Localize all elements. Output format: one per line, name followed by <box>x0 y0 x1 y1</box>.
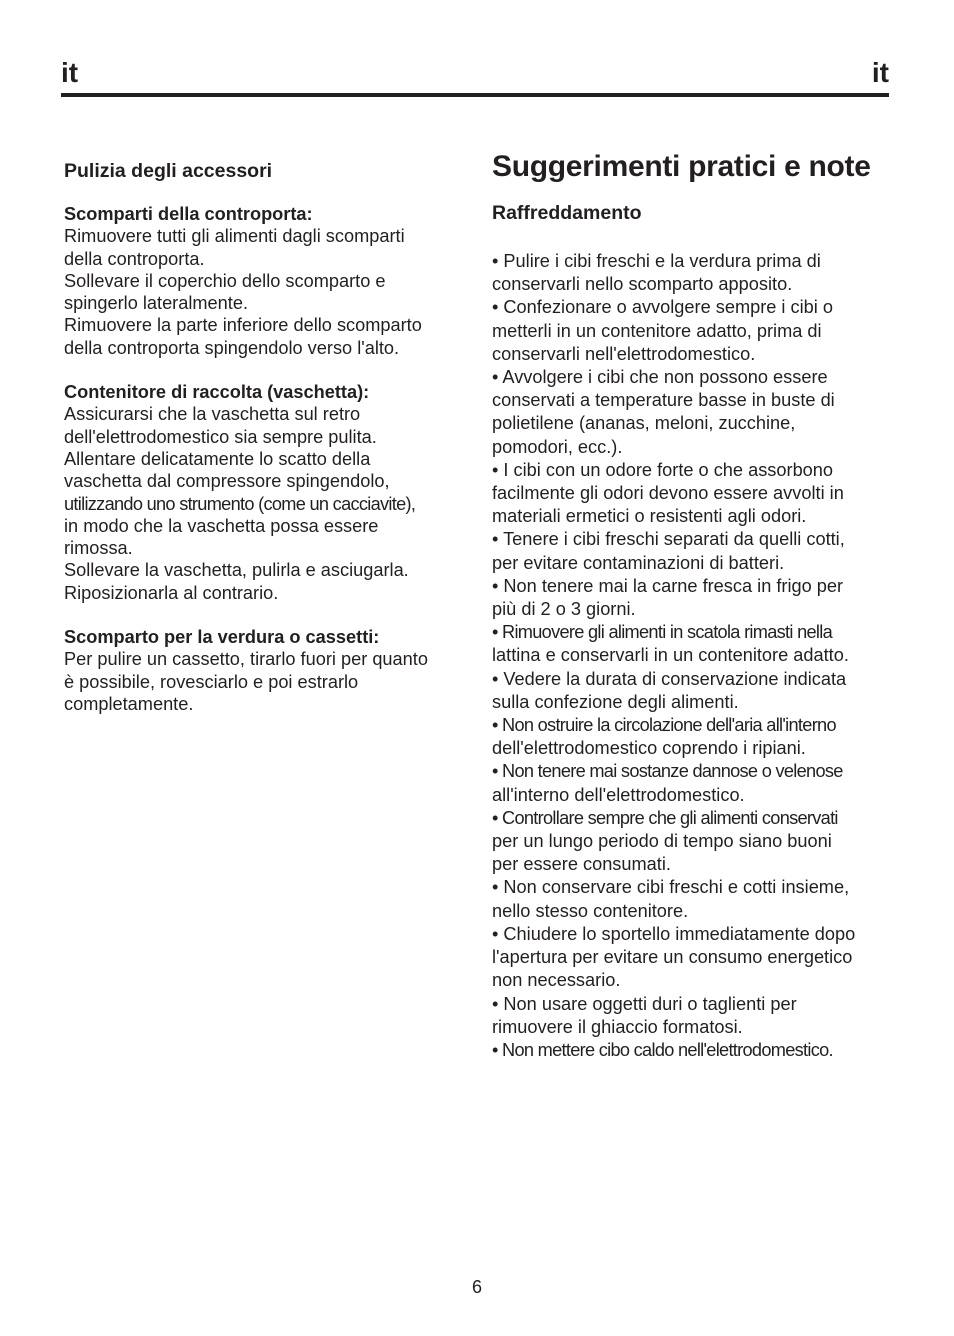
block-line: Assicurarsi che la vaschetta sul retro <box>64 404 361 425</box>
tip-line: per evitare contaminazioni di batteri. <box>492 552 785 573</box>
block-line: Allentare delicatamente lo scatto della <box>64 448 371 469</box>
tip-line: lattina e conservarli in un contenitore adatto. <box>492 645 849 666</box>
block-line: è possibile, rovesciarlo e poi estrarlo <box>64 671 359 692</box>
header-rule <box>61 93 889 97</box>
tip-line: • Non ostruire la circolazione dell'aria all'interno <box>492 715 836 736</box>
tip-line: materiali ermetici o resistenti agli odori. <box>492 506 807 527</box>
tip-line: per un lungo periodo di tempo siano buoni <box>492 831 832 852</box>
tip-line: • Non tenere mai sostanze dannose o velenose <box>492 761 843 782</box>
block-line: utilizzando uno strumento (come un cacciavite), <box>64 493 416 514</box>
tip-line: sulla confezione degli alimenti. <box>492 691 739 712</box>
left-column <box>64 158 469 737</box>
tip-line: facilmente gli odori devono essere avvolti in <box>492 483 844 504</box>
tip-line: • Pulire i cibi freschi e la verdura prima di <box>492 251 821 271</box>
tip-line: dell'elettrodomestico coprendo i ripiani. <box>492 738 806 759</box>
tip-line: • Non usare oggetti duri o taglienti per <box>492 993 797 1014</box>
tip-line: • Chiudere lo sportello immediatamente dopo <box>492 923 856 944</box>
drip-tray-block <box>64 381 469 604</box>
page-header <box>61 56 889 90</box>
tip-line: più di 2 o 3 giorni. <box>492 599 636 620</box>
tip-line: • Controllare sempre che gli alimenti conservati <box>492 807 838 828</box>
door-compartments-block <box>64 203 469 359</box>
tip-line: polietilene (ananas, meloni, zucchine, <box>492 413 796 434</box>
block-line: Rimuovere tutti gli alimenti dagli scomparti <box>64 226 405 247</box>
tip-line: • Vedere la durata di conservazione indicata <box>492 668 847 689</box>
tip-line: • Confezionare o avvolgere sempre i cibi o <box>492 297 833 318</box>
tip-line: conservarli nell'elettrodomestico. <box>492 343 756 364</box>
block-line: vaschetta dal compressore spingendolo, <box>64 471 390 492</box>
cooling-subtitle: Raffreddamento <box>492 202 642 224</box>
tip-line: • I cibi con un odore forte o che assorbono <box>492 459 834 480</box>
block-line: spingerlo lateralmente. <box>64 293 248 314</box>
language-code-right: it <box>871 57 889 88</box>
block-line: rimossa. <box>64 538 133 559</box>
block-title: Scomparto per la verdura o cassetti: <box>64 627 380 648</box>
block-line: Rimuovere la parte inferiore dello scomparto <box>64 315 422 336</box>
tip-line: • Rimuovere gli alimenti in scatola rimasti nella <box>492 622 833 643</box>
tips-list <box>492 250 892 1062</box>
block-line: in modo che la vaschetta possa essere <box>64 515 379 536</box>
block-line: Per pulire un cassetto, tirarlo fuori per quanto <box>64 649 428 670</box>
block-line: Sollevare la vaschetta, pulirla e asciugarla. <box>64 560 409 581</box>
block-line: completamente. <box>64 693 194 714</box>
tip-line: l'apertura per evitare un consumo energetico <box>492 947 853 968</box>
tip-line: • Non conservare cibi freschi e cotti insieme, <box>492 877 850 898</box>
vegetable-drawer-block <box>64 626 469 715</box>
tip-line: conservati a temperature basse in buste di <box>492 390 835 411</box>
block-line: dell'elettrodomestico sia sempre pulita. <box>64 426 377 447</box>
tip-line: • Avvolgere i cibi che non possono essere <box>492 367 828 388</box>
main-title: Suggerimenti pratici e note <box>492 150 871 183</box>
block-title: Scomparti della controporta: <box>64 204 313 224</box>
tip-line: conservarli nello scomparto apposito. <box>492 274 793 295</box>
tip-line: metterli in un contenitore adatto, prima di <box>492 320 822 341</box>
block-line: Riposizionarla al contrario. <box>64 582 279 603</box>
block-line: della controporta spingendolo verso l'alto. <box>64 337 400 358</box>
tip-line: • Non mettere cibo caldo nell'elettrodomestico. <box>492 1039 833 1060</box>
tip-line: per essere consumati. <box>492 854 671 875</box>
tip-line: • Non tenere mai la carne fresca in frigo per <box>492 575 844 596</box>
tip-line: • Tenere i cibi freschi separati da quelli cotti, <box>492 529 845 550</box>
tip-line: all'interno dell'elettrodomestico. <box>492 784 745 805</box>
section-title: Pulizia degli accessori <box>64 160 273 182</box>
tip-line: rimuovere il ghiaccio formatosi. <box>492 1016 743 1037</box>
right-column <box>492 148 892 1062</box>
tip-line: pomodori, ecc.). <box>492 436 623 457</box>
language-code-left: it <box>61 57 79 88</box>
tip-line: nello stesso contenitore. <box>492 900 689 921</box>
tip-line: non necessario. <box>492 970 621 991</box>
page-number: 6 <box>471 1277 482 1297</box>
block-title: Contenitore di raccolta (vaschetta): <box>64 382 370 403</box>
block-line: Sollevare il coperchio dello scomparto e <box>64 270 386 291</box>
block-line: della controporta. <box>64 248 205 269</box>
